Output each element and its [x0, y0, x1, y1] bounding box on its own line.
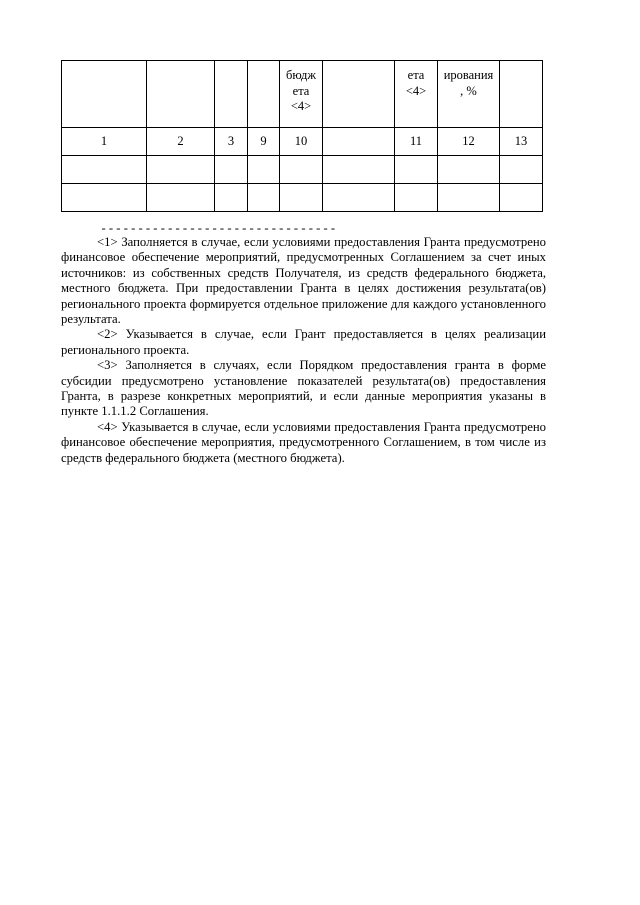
table-cell: [147, 156, 215, 184]
table-cell: [280, 61, 323, 128]
table-cell: [395, 61, 438, 128]
table-row: [62, 184, 543, 212]
table-cell: [395, 156, 438, 184]
column-number: 12: [438, 128, 500, 156]
table-cell: [248, 61, 280, 128]
column-number: 3: [215, 128, 248, 156]
table-cell: [62, 61, 147, 128]
table-cell: [500, 61, 543, 128]
column-number: 13: [500, 128, 543, 156]
table-cell: [147, 61, 215, 128]
table-cell: [62, 156, 147, 184]
column-number: 10: [280, 128, 323, 156]
table-cell: [438, 184, 500, 212]
data-table: [61, 60, 543, 212]
table-header-row: [62, 61, 543, 128]
footnote-separator: --------------------------------: [100, 222, 337, 236]
column-number: 2: [147, 128, 215, 156]
table-cell: [438, 61, 500, 128]
table-cell: [62, 184, 147, 212]
footnote-3: <3> Заполняется в случаях, если Порядком предоставления гранта в форме субсидии предусмотрено установление показателей результата(ов) предоставления Гранта, в разрезе конкретных мероприятий, и если данные мероприятия указаны в пункте 1.1.1.2 Соглашения.: [61, 358, 546, 419]
column-number: 11: [395, 128, 438, 156]
table-cell: [395, 184, 438, 212]
table-cell: [323, 156, 395, 184]
table-cell: [215, 184, 248, 212]
header-eta-text: ета <4>: [405, 68, 427, 98]
column-number: [323, 128, 395, 156]
table-row: [62, 156, 543, 184]
table-cell: [248, 156, 280, 184]
table-cell: [248, 184, 280, 212]
footnote-4: <4> Указывается в случае, если условиями предоставления Гранта предусмотрено финансовое обеспечение мероприятия, предусмотренного Соглашением, в том числе из средств федерального бюджета (местного бюджета).: [61, 419, 546, 465]
table-cell: [323, 61, 395, 128]
table-cell: [215, 61, 248, 128]
table-number-row: [62, 128, 543, 156]
header-budget-text: бюдж ета <4>: [285, 68, 317, 113]
footnote-1: <1> Заполняется в случае, если условиями предоставления Гранта предусмотрено финансовое обеспечение мероприятий, предусмотренных Соглашением за счет иных источников: из собственных средств Получателя, из средств федерального бюджета, местного бюджета. При предоставлении Гранта в целях достижения результата(ов) регионального проекта формируется отдельное приложение для каждого установленного результата.: [61, 235, 546, 327]
table-cell: [500, 156, 543, 184]
table-cell: [215, 156, 248, 184]
table-cell: [280, 184, 323, 212]
column-number: 9: [248, 128, 280, 156]
table-cell: [147, 184, 215, 212]
header-financing-text: ирования , %: [443, 68, 494, 98]
footnote-2: <2> Указывается в случае, если Грант предоставляется в целях реализации регионального проекта.: [61, 327, 546, 357]
column-number: 1: [62, 128, 147, 156]
table-cell: [438, 156, 500, 184]
table-cell: [323, 184, 395, 212]
table-cell: [280, 156, 323, 184]
table-cell: [500, 184, 543, 212]
footnotes: [61, 235, 546, 466]
